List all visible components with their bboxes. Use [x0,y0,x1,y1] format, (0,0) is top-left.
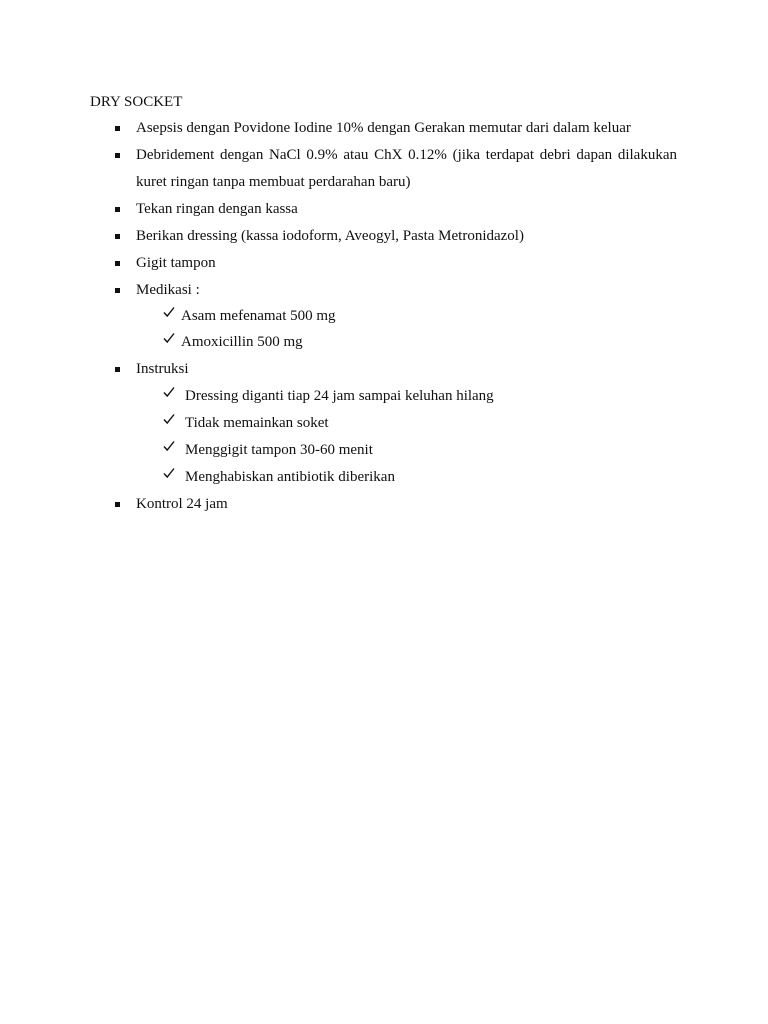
square-bullet-icon [115,207,120,212]
sub-list-item-text: Menggigit tampon 30-60 menit [185,442,373,458]
square-bullet-icon [115,153,120,158]
sub-list-item-text: Dressing diganti tiap 24 jam sampai keluhan hilang [185,388,494,404]
square-bullet-icon [115,367,120,372]
list-item-text: Tekan ringan dengan kassa [136,201,298,217]
checkmark-icon [162,439,176,459]
square-bullet-icon [115,288,120,293]
square-bullet-icon [115,126,120,131]
checkmark-icon [162,412,176,432]
list-item-text: Debridement dengan NaCl 0.9% atau ChX 0.12% (jika terdapat debri dapan dilakukan kuret ringan tanpa membuat perdarahan baru) [136,147,677,190]
sub-list-item-text: Menghabiskan antibiotik diberikan [185,469,395,485]
document-title: DRY SOCKET [90,94,183,110]
list-item-text: Berikan dressing (kassa iodoform, Aveogyl, Pasta Metronidazol) [136,228,524,244]
sub-list-item-text: Tidak memainkan soket [185,415,329,431]
checkmark-icon [162,331,176,351]
list-item-text: Instruksi [136,361,189,377]
square-bullet-icon [115,502,120,507]
list-item-text: Medikasi : [136,282,200,298]
list-item-text: Kontrol 24 jam [136,496,228,512]
list-item-text: Gigit tampon [136,255,216,271]
square-bullet-icon [115,261,120,266]
list-item-text: Asepsis dengan Povidone Iodine 10% dengan Gerakan memutar dari dalam keluar [136,120,631,136]
square-bullet-icon [115,234,120,239]
checkmark-icon [162,385,176,405]
checkmark-icon [162,305,176,325]
sub-list-item-text: Asam mefenamat 500 mg [181,308,336,324]
checkmark-icon [162,466,176,486]
sub-list-item-text: Amoxicillin 500 mg [181,334,303,350]
